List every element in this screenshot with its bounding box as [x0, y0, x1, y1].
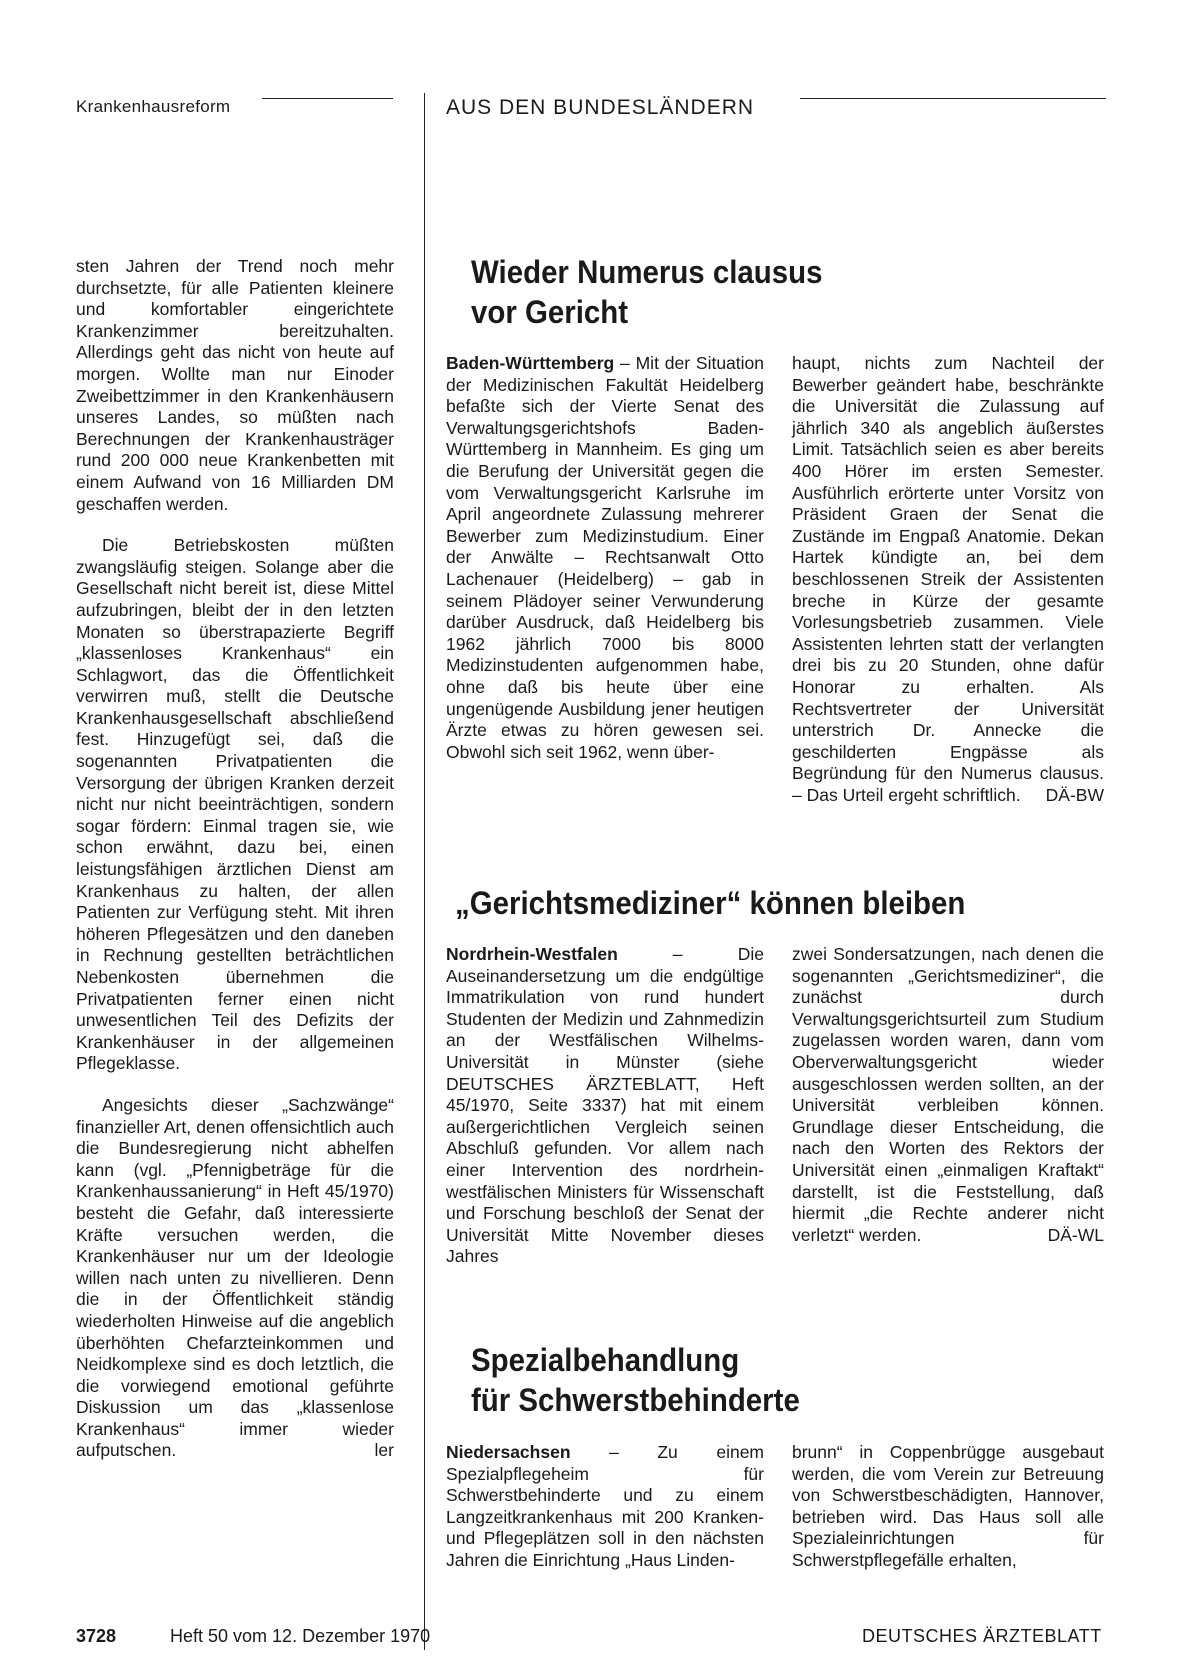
left-paragraph-3 [76, 1095, 394, 1462]
article3-headline-line1: Spezialbehandlung [471, 1342, 740, 1378]
article1-lead: Baden-Württemberg [446, 353, 615, 373]
article2-column-2 [792, 944, 1104, 1246]
article3-text-1: – Zu einem Spezialpflegeheim für Schwerstbehinderte und zu einem Langzeitkrankenhaus mit 200 Kranken- und Pflegeplätzen soll in den nächsten Jahren die Einrichtung „Haus Linden- [446, 1442, 764, 1570]
article3-text-2: brunn“ in Coppenbrügge ausgebaut werden, die vom Verein zur Betreuung von Schwerstbeschädigten, Hannover, betrieben wird. Das Haus soll alle Spezialeinrichtungen für Schwerstpflegefälle erhalten, [792, 1442, 1104, 1570]
left-paragraph-1: sten Jahren der Trend noch mehr durchsetzte, für alle Patienten kleinere und komfortabler eingerichtete Krankenzimmer bereitzuhalten. Allerdings geht das nicht von heute auf morgen. Wollte man nur Einoder Zweibettzimmer in den Krankenhäusern unseres Landes, so müßten nach Berechnungen der Krankenhausträger rund 200 000 neue Krankenbetten mit einem Aufwand von 16 Milliarden DM geschaffen werden. [76, 256, 394, 514]
issue-info: Heft 50 vom 12. Dezember 1970 [170, 1626, 431, 1646]
article1-headline-line1: Wieder Numerus clausus [471, 254, 823, 290]
left-column [76, 256, 394, 1462]
article2-text-2: zwei Sondersatzungen, nach denen die sogenannten „Gerichtsmediziner“, die zunächst durch Verwaltungsgerichtsurteil zum Studium zugelassen worden waren, dann vom Oberverwaltungsgericht wieder ausgeschlossen werden sollten, an der Universität verbleiben können. Grundlage dieser Entscheidung, die nach den Worten des Rektors der Universität einen „einmaligen Kraftakt“ darstellt, ist die Feststellung, daß hiermit „die Rechte anderer nicht verletzt“ werden. [792, 944, 1104, 1245]
left-paragraph-3-continuation: ler [374, 1440, 394, 1461]
article1-text-2: haupt, nichts zum Nachteil der Bewerber geändert habe, beschränkte die Universität die Zulassung auf jährlich 340 als angeblich äußerstes Limit. Tatsächlich seien es aber bereits 400 Hörer im ersten Semester. Ausführlich erörterte unter Vorsitz von Präsident Graen der Senat die Zustände im Engpaß Anatomie. Dekan Hartek kündigte an, bei dem beschlossenen Streik der Assistenten breche in Kürze der gesamte Vorlesungsbetrieb zusammen. Viele Assistenten lehrten statt der verlangten drei bis zu 20 Stunden, ohne dafür Honorar zu erhalten. Als Rechtsvertreter der Universität unterstrich Dr. Annecke die geschilderten Engpässe als Begründung für den Numerus clausus. – Das Urteil ergeht schriftlich. [792, 353, 1104, 805]
publication-name: DEUTSCHES ÄRZTEBLATT [862, 1626, 1102, 1646]
article3-headline-line2: für Schwerstbehinderte [471, 1382, 800, 1418]
article1-headline-line2: vor Gericht [471, 294, 629, 330]
article3-column-2 [792, 1442, 1104, 1572]
article2-headline: „Gerichtsmediziner“ können bleiben [455, 885, 966, 921]
article2-signature: DÄ-WL [1047, 1224, 1104, 1245]
article3-lead: Niedersachsen [446, 1442, 571, 1462]
left-paragraph-3-text: Angesichts dieser „Sachzwänge“ finanzieller Art, denen offensichtlich auch die Bundesregierung nicht abhelfen kann (vgl. „Pfennigbeträge für die Krankenhaussanierung“ in Heft 45/1970) besteht die Gefahr, daß interessierte Kräfte versuchen werden, die Krankenhäuser nur um der Ideologie willen nach unten zu nivellieren. Denn die in der Öffentlichkeit ständig wiederholten Hinweise auf die angeblich überhöhten Chefarzteinkommen und Neidkomplexe sind es doch letztlich, die die vorwiegend emotional geführte Diskussion um das „klassenlose Krankenhaus“ immer wieder aufputschen. [76, 1094, 394, 1461]
header-rule-left [262, 98, 393, 99]
article1-column-1 [446, 353, 764, 763]
column-divider [424, 93, 425, 1650]
article2-text-1: – Die Auseinandersetzung um die endgültige Immatrikulation von rund hundert Studenten der Medizin und Zahnmedizin an der Westfälischen Wilhelms-Universität in Münster (siehe DEUTSCHES ÄRZTEBLATT, Heft 45/1970, Seite 3337) hat mit einem außergerichtlichen Vergleich seinen Abschluß gefunden. Vor allem nach einer Intervention des nordrhein-westfälischen Ministers für Wissenschaft und Forschung beschloß der Senat der Universität Mitte November dieses Jahres [446, 944, 764, 1267]
article1-column-2 [792, 353, 1104, 806]
section-label-left: Krankenhausreform [76, 97, 231, 116]
article3-column-1 [446, 1442, 764, 1572]
article1-signature: DÄ-BW [1045, 784, 1104, 805]
article2-column-1 [446, 944, 764, 1268]
header-rule-right [800, 98, 1106, 99]
page-number: 3728 [76, 1626, 117, 1646]
section-label-right: AUS DEN BUNDESLÄNDERN [446, 96, 755, 119]
article3-headline [471, 1340, 800, 1420]
left-paragraph-2: Die Betriebskosten müßten zwangsläufig steigen. Solange aber die Gesellschaft nicht bereit ist, diese Mittel aufzubringen, bleibt der in den letzten Monaten so überstrapazierte Begriff „klassenloses Krankenhaus“ ein Schlagwort, das die Öffentlichkeit verwirren muß, stellt die Deutsche Krankenhausgesellschaft abschließend fest. Hinzugefügt sei, daß die sogenannten Privatpatienten die Versorgung der übrigen Kranken derzeit nicht nur nicht beeinträchtigen, sondern sogar fördern: Einmal tragen sie, wie schon erwähnt, dazu bei, einen leistungsfähigen ärztlichen Dienst am Krankenhaus zu halten, der allen Patienten zur Verfügung steht. Mit ihren höheren Pflegesätzen und den daneben in Rechnung gestellten beträchtlichen Nebenkosten übernehmen die Privatpatienten ferner einen nicht unwesentlichen Teil des Defizits der Krankenhäuser in der allgemeinen Pflegeklasse. [76, 535, 394, 1074]
article1-headline [471, 252, 822, 332]
article2-lead: Nordrhein-Westfalen [446, 944, 618, 964]
article1-text-1: – Mit der Situation der Medizinischen Fakultät Heidelberg befaßte sich der Vierte Senat des Verwaltungsgerichtshofs Baden-Württemberg in Mannheim. Es ging um die Berufung der Universität gegen die vom Verwaltungsgericht Karlsruhe im April angeordnete Zulassung mehrerer Bewerber zum Medizinstudium. Einer der Anwälte – Rechtsanwalt Otto Lachenauer (Heidelberg) – gab in seinem Plädoyer seiner Verwunderung darüber Ausdruck, daß Heidelberg bis 1962 jährlich 7000 bis 8000 Medizinstudenten aufgenommen habe, ohne daß bis heute über eine ungenügende Ausbildung jener heutigen Ärzte etwas zu hören gewesen sei. Obwohl sich seit 1962, wenn über- [446, 353, 764, 762]
